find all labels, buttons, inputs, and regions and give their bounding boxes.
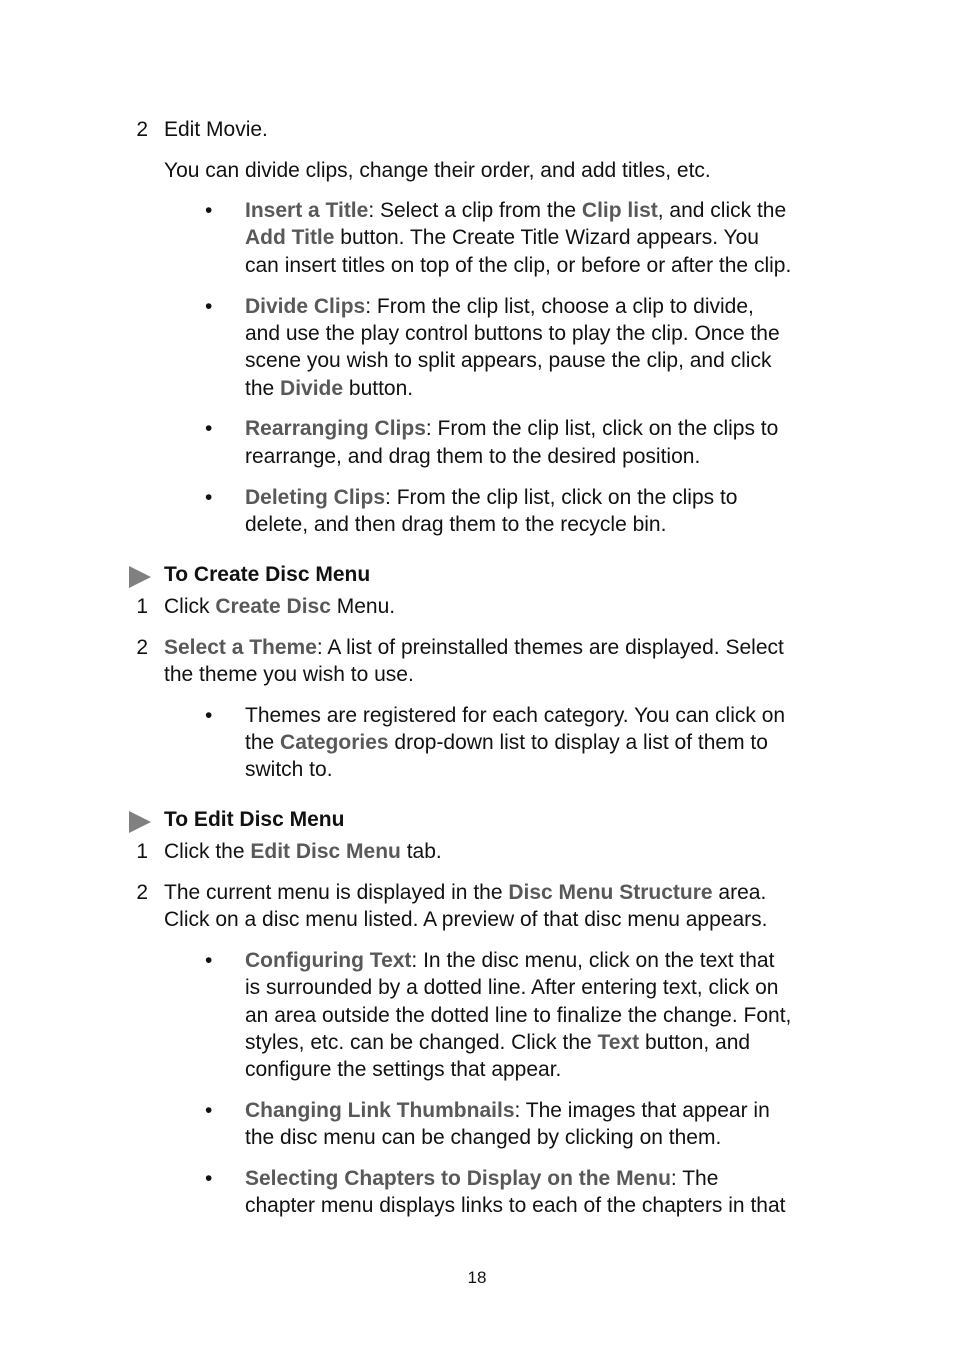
step-number: 2 (136, 636, 148, 659)
bullet: • (205, 417, 213, 440)
term: Text (597, 1031, 640, 1054)
bullet-line: chapter menu displays links to each of the chapters in that (245, 1194, 786, 1217)
bullet-line: Changing Link Thumbnails: The images that appear in (245, 1099, 770, 1122)
step-text: Select a Theme: A list of preinstalled themes are displayed. Select (164, 636, 784, 659)
bullet-line: rearrange, and drag them to the desired position. (245, 445, 701, 468)
bullet-line: Selecting Chapters to Display on the Menu: The (245, 1167, 719, 1190)
arrow-icon (129, 811, 151, 833)
section-heading: To Edit Disc Menu (164, 808, 345, 831)
step-number: 1 (136, 840, 148, 863)
term: Configuring Text (245, 949, 412, 972)
bullet: • (205, 949, 213, 972)
bullet-line: Insert a Title: Select a clip from the Clip list, and click the (245, 199, 787, 222)
bullet: • (205, 704, 213, 727)
bullet: • (205, 1167, 213, 1190)
page-number: 18 (467, 1268, 487, 1287)
term: Add Title (245, 226, 335, 249)
term: Disc Menu Structure (508, 881, 713, 904)
bullet: • (205, 486, 213, 509)
bullet-line: configure the settings that appear. (245, 1058, 562, 1081)
bullet-line: styles, etc. can be changed. Click the Text button, and (245, 1031, 751, 1054)
term: Categories (280, 731, 389, 754)
step-number: 2 (136, 118, 148, 141)
term: Divide (280, 377, 344, 400)
term: Create Disc (215, 595, 331, 618)
step-text: Click Create Disc Menu. (164, 595, 396, 618)
bullet-line: Themes are registered for each category. You can click on (245, 704, 786, 727)
step-title: Edit Movie. (164, 118, 268, 141)
bullet-line: switch to. (245, 758, 333, 781)
bullet-line: Rearranging Clips: From the clip list, click on the clips to (245, 417, 779, 440)
bullet-line: Configuring Text: In the disc menu, click on the text that (245, 949, 775, 972)
step-number: 2 (136, 881, 148, 904)
bullet-line: the Divide button. (245, 377, 414, 400)
term: Selecting Chapters to Display on the Menu (245, 1167, 671, 1190)
term: Divide Clips (245, 295, 366, 318)
bullet: • (205, 295, 213, 318)
term: Deleting Clips (245, 486, 386, 509)
bullet: • (205, 1099, 213, 1122)
step-text: Click on a disc menu listed. A preview of that disc menu appears. (164, 908, 768, 931)
bullet-line: can insert titles on top of the clip, or before or after the clip. (245, 254, 792, 277)
term: Insert a Title (245, 199, 369, 222)
bullet-line: Add Title button. The Create Title Wizard appears. You (245, 226, 759, 249)
term: Rearranging Clips (245, 417, 426, 440)
bullet-line: an area outside the dotted line to finalize the change. Font, (245, 1004, 792, 1027)
step-text: Click the Edit Disc Menu tab. (164, 840, 442, 863)
bullet-line: Divide Clips: From the clip list, choose a clip to divide, (245, 295, 754, 318)
bullet-line: delete, and then drag them to the recycle bin. (245, 513, 667, 536)
bullet-line: and use the play control buttons to play the clip. Once the (245, 322, 780, 345)
term: Edit Disc Menu (250, 840, 401, 863)
bullet-line: Deleting Clips: From the clip list, click on the clips to (245, 486, 738, 509)
bullet-line: is surrounded by a dotted line. After entering text, click on (245, 976, 779, 999)
arrow-icon (129, 566, 151, 588)
intro-text: You can divide clips, change their order, and add titles, etc. (164, 159, 711, 182)
term: Clip list (581, 199, 658, 222)
term: Changing Link Thumbnails (245, 1099, 515, 1122)
bullet: • (205, 199, 213, 222)
bullet-line: the disc menu can be changed by clicking on them. (245, 1126, 722, 1149)
bullet-line: scene you wish to split appears, pause the clip, and click (245, 349, 772, 372)
bullet-line: the Categories drop-down list to display a list of them to (245, 731, 768, 754)
term: Select a Theme (164, 636, 317, 659)
section-heading: To Create Disc Menu (164, 563, 371, 586)
step-number: 1 (136, 595, 148, 618)
step-text: the theme you wish to use. (164, 663, 414, 686)
step-text: The current menu is displayed in the Disc Menu Structure area. (164, 881, 767, 904)
